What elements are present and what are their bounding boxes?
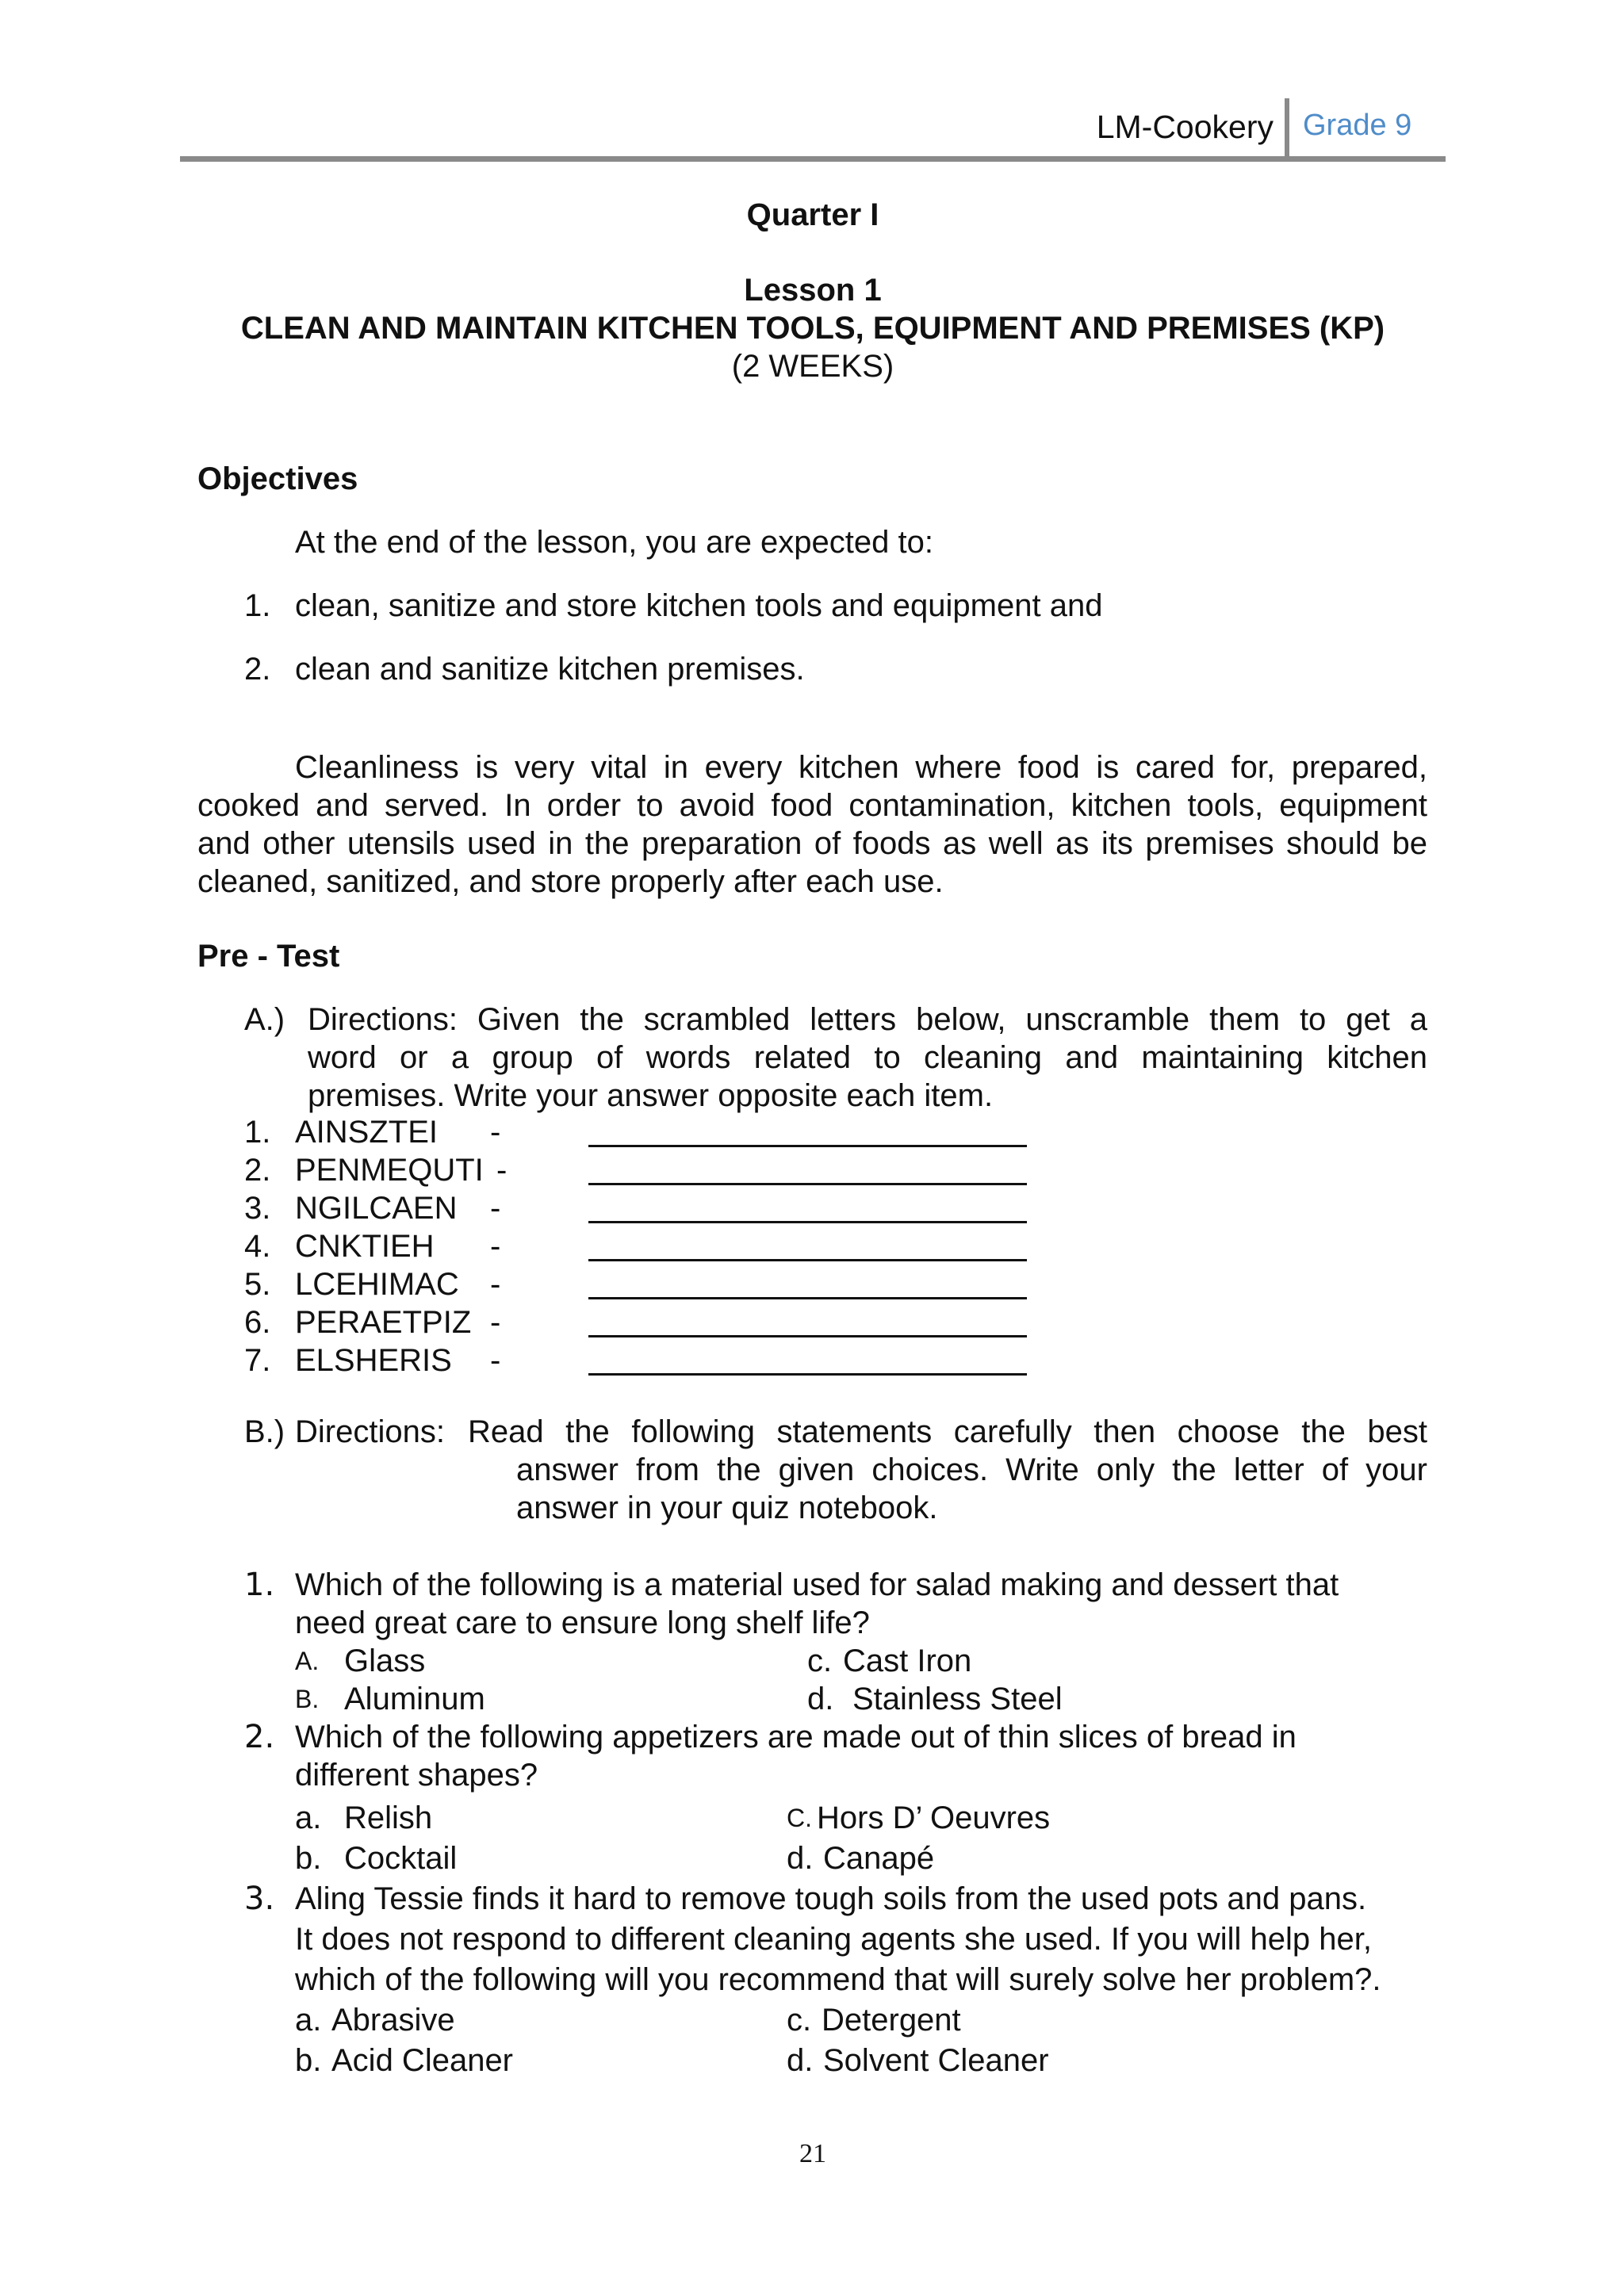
scramble-number: 1.	[244, 1115, 271, 1150]
answer-blank[interactable]	[588, 1221, 1027, 1223]
scramble-word: PENMEQUTI	[295, 1153, 484, 1188]
question-text: need great care to ensure long shelf life?	[295, 1605, 870, 1640]
scramble-dash: -	[490, 1343, 501, 1378]
part-a-directions-line: premises. Write your answer opposite each item.	[308, 1078, 994, 1113]
part-a-label: A.)	[244, 1002, 285, 1037]
scramble-word: LCEHIMAC	[295, 1267, 459, 1302]
choice-text: Solvent Cleaner	[823, 2043, 1049, 2078]
page-number: 21	[799, 2139, 826, 2168]
choice-letter: b.	[295, 2043, 322, 2078]
objective-number: 1.	[244, 588, 271, 623]
intro-paragraph-line: Cleanliness is very vital in every kitchen where food is cared for, prepared,	[295, 750, 1427, 785]
choice-letter: a.	[295, 1800, 322, 1835]
choice-text: Detergent	[822, 2003, 961, 2038]
choice-text: Stainless Steel	[852, 1682, 1063, 1716]
lesson-title: CLEAN AND MAINTAIN KITCHEN TOOLS, EQUIPMENT AND PREMISES (KP)	[240, 311, 1385, 346]
scramble-word: PERAETPIZ	[295, 1305, 472, 1340]
scramble-number: 7.	[244, 1343, 271, 1378]
intro-paragraph-line: and other utensils used in the preparation of foods as well as its premises should be	[197, 826, 1427, 861]
part-b-directions-line: Read the following statements carefully then choose the best	[468, 1414, 1427, 1449]
choice-letter: d.	[787, 1841, 814, 1876]
part-b-directions-line: answer in your quiz notebook.	[516, 1490, 938, 1525]
scramble-number: 4.	[244, 1229, 271, 1264]
choice-text: Glass	[344, 1644, 426, 1678]
choice-text: Canapé	[823, 1841, 935, 1876]
part-b-directions-word: Directions:	[295, 1414, 445, 1449]
part-a-directions-line: Directions: Given the scrambled letters below, unscramble them to get a	[308, 1002, 1427, 1037]
objectives-heading: Objectives	[197, 461, 358, 496]
choice-text: Acid Cleaner	[331, 2043, 514, 2078]
choice-letter: c.	[807, 1644, 833, 1678]
answer-blank[interactable]	[588, 1145, 1027, 1147]
choice-letter: B.	[295, 1685, 320, 1713]
choice-text: Hors D’ Oeuvres	[817, 1800, 1051, 1835]
choice-letter: a.	[295, 2003, 322, 2038]
choice-text: Cocktail	[344, 1841, 458, 1876]
scramble-number: 3.	[244, 1191, 271, 1226]
quarter-title: Quarter I	[746, 197, 879, 232]
choice-letter: d.	[787, 2043, 814, 2078]
scramble-dash: -	[496, 1153, 508, 1188]
scramble-dash: -	[490, 1229, 501, 1264]
pretest-heading: Pre - Test	[197, 939, 340, 974]
lesson-duration: (2 WEEKS)	[731, 349, 894, 384]
scramble-word: CNKTIEH	[295, 1229, 435, 1264]
choice-text: Aluminum	[344, 1682, 485, 1716]
scramble-dash: -	[490, 1191, 501, 1226]
question-number: 1.	[244, 1567, 275, 1603]
question-text: Which of the following appetizers are made out of thin slices of bread in	[295, 1720, 1297, 1755]
scramble-dash: -	[490, 1267, 501, 1302]
choice-letter: c.	[787, 2003, 812, 2038]
scramble-number: 5.	[244, 1267, 271, 1302]
scramble-number: 2.	[244, 1153, 271, 1188]
header-subject: LM-Cookery	[1096, 109, 1274, 145]
choice-text: Cast Iron	[843, 1644, 972, 1678]
question-text: It does not respond to different cleaning agents she used. If you will help her,	[295, 1922, 1372, 1957]
question-text: Aling Tessie finds it hard to remove tough soils from the used pots and pans.	[295, 1881, 1367, 1916]
question-number: 2.	[244, 1719, 275, 1755]
header-rule	[180, 156, 1446, 162]
answer-blank[interactable]	[588, 1297, 1027, 1299]
scramble-word: AINSZTEI	[295, 1115, 439, 1150]
question-text: different shapes?	[295, 1758, 538, 1793]
choice-letter: d.	[807, 1682, 834, 1716]
intro-paragraph-line: cleaned, sanitized, and store properly after each use.	[197, 864, 944, 899]
part-b-directions-line: answer from the given choices. Write only the letter of your	[516, 1452, 1427, 1487]
scramble-dash: -	[490, 1305, 501, 1340]
scramble-word: NGILCAEN	[295, 1191, 458, 1226]
part-b-label: B.)	[244, 1414, 285, 1449]
header-grade: Grade 9	[1303, 109, 1412, 142]
objective-text: clean, sanitize and store kitchen tools and equipment and	[295, 588, 1103, 623]
answer-blank[interactable]	[588, 1373, 1027, 1376]
objective-number: 2.	[244, 652, 271, 687]
scramble-word: ELSHERIS	[295, 1343, 452, 1378]
scramble-dash: -	[490, 1115, 501, 1150]
header-divider	[1285, 98, 1289, 159]
objective-text: clean and sanitize kitchen premises.	[295, 652, 805, 687]
choice-letter: C.	[787, 1804, 812, 1832]
question-text: Which of the following is a material used for salad making and dessert that	[295, 1567, 1339, 1602]
part-a-directions-line: word or a group of words related to cleaning and maintaining kitchen	[308, 1040, 1427, 1075]
answer-blank[interactable]	[588, 1183, 1027, 1185]
question-text: which of the following will you recommend that will surely solve her problem?.	[295, 1962, 1381, 1997]
answer-blank[interactable]	[588, 1335, 1027, 1337]
objectives-intro: At the end of the lesson, you are expected to:	[295, 525, 933, 560]
choice-letter: b.	[295, 1841, 322, 1876]
question-number: 3.	[244, 1881, 275, 1917]
lesson-number: Lesson 1	[744, 273, 882, 308]
scramble-number: 6.	[244, 1305, 271, 1340]
intro-paragraph-line: cooked and served. In order to avoid food contamination, kitchen tools, equipment	[197, 788, 1427, 823]
answer-blank[interactable]	[588, 1259, 1027, 1261]
choice-text: Relish	[344, 1800, 433, 1835]
choice-text: Abrasive	[331, 2003, 455, 2038]
choice-letter: A.	[295, 1647, 320, 1675]
